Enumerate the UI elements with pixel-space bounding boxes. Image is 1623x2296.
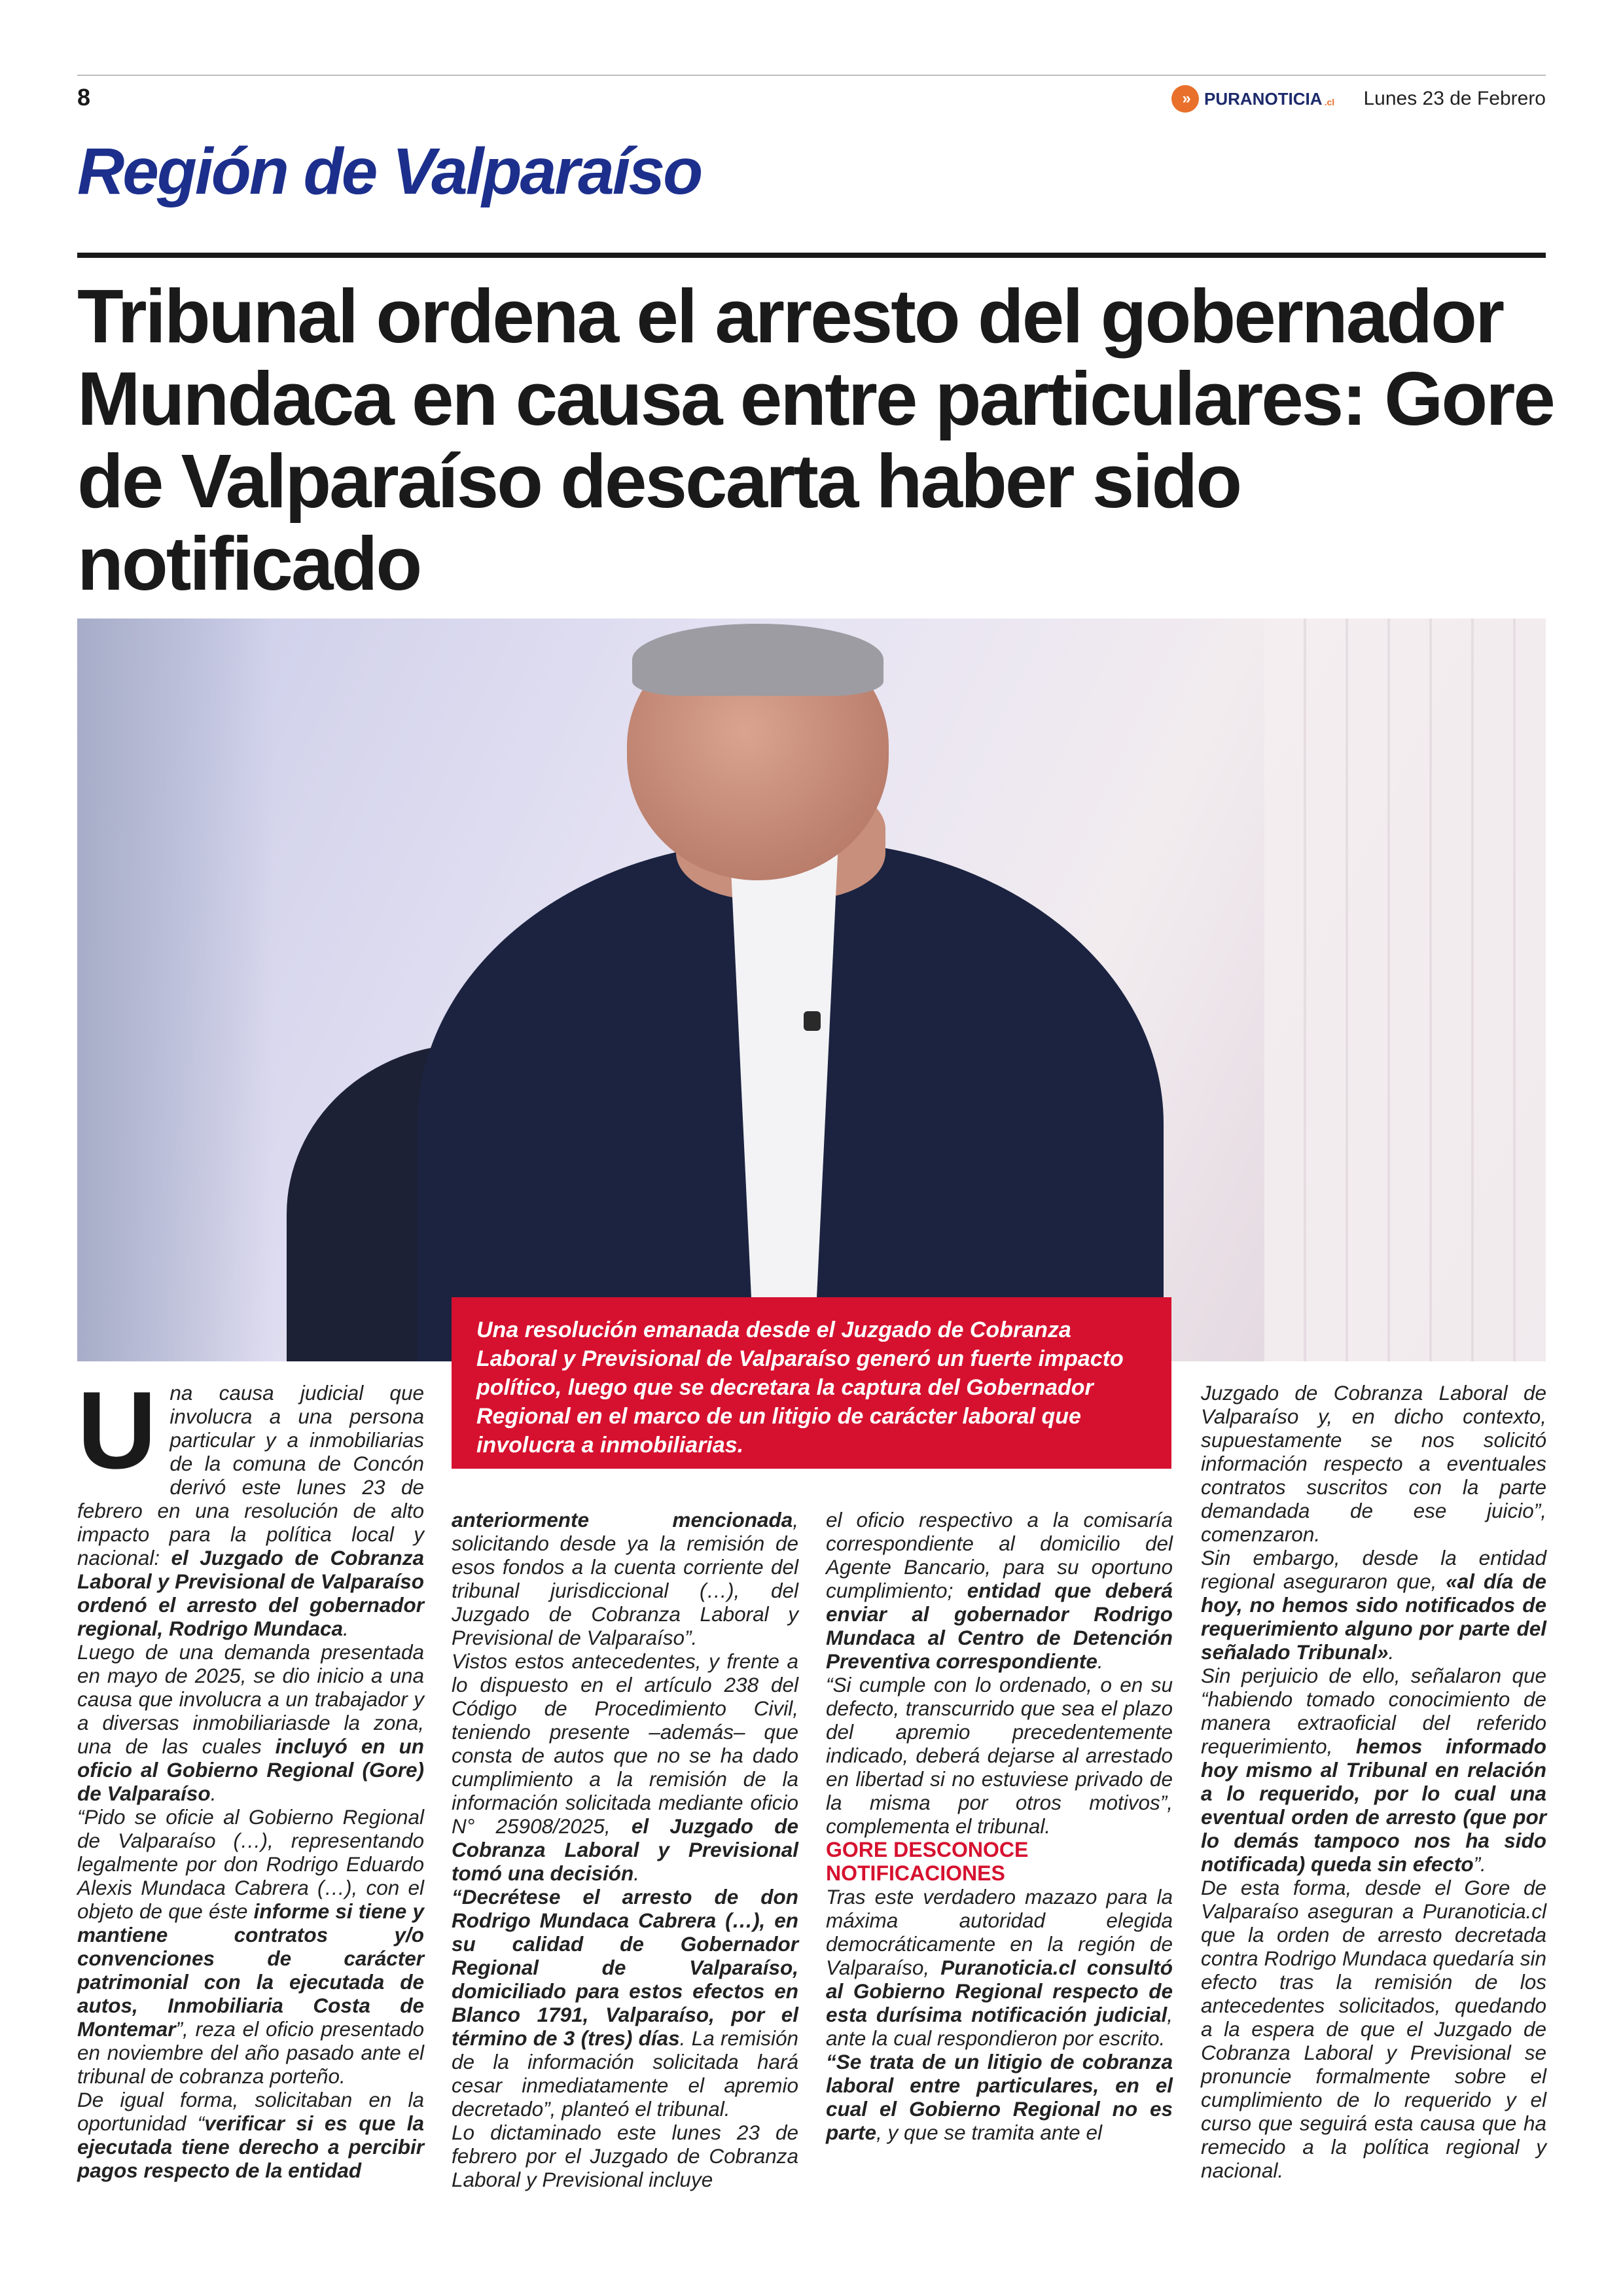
- text-run: Sin embargo, desde la entidad regional aseguraron que,: [1201, 1546, 1546, 1593]
- top-rule: [77, 75, 1546, 76]
- article-paragraph: [452, 1885, 798, 2121]
- bold-run: anteriormente mencionada: [452, 1508, 793, 1532]
- article-paragraph: [826, 1885, 1173, 2050]
- column-3-text-bottom: [826, 1885, 1173, 2144]
- bold-run: “Decrétese el arresto de don Rodrigo Mundaca Cabrera (…), en su calidad de Gobernador Regional de Valparaíso, domiciliado para estos efectos en Blanco 1791, Valparaíso, por el término de 3 (tres) días: [452, 1885, 798, 2050]
- logo-text: PURANOTICIA: [1204, 88, 1323, 109]
- text-run: ”, reza el oficio presentado en noviembre del año pasado ante el tribunal de cobranza porteño.: [77, 2017, 424, 2088]
- column-3-text-top: [826, 1508, 1173, 1838]
- text-run: Luego de una demanda presentada en mayo de 2025, se dio inicio a una causa que involucra a un trabajador y a diversas inmobiliariasde la zona, una de las cuales: [77, 1640, 424, 1758]
- article-paragraph: [826, 1508, 1173, 1673]
- bold-run: informe si tiene y mantiene contratos y/o convenciones de carácter patrimonial con la ejecutada de autos, Inmobiliaria Costa de Montemar: [77, 1899, 424, 2041]
- bold-run: hemos informado hoy mismo al Tribunal en relación a lo requerido, por lo cual una eventual orden de arresto (que por lo demás tampoco nos ha sido notificada) queda sin efecto: [1201, 1734, 1547, 1876]
- bold-run: “Se trata de un litigio de cobranza laboral entre particulares, en el cual el Gobierno Regional no es parte: [826, 2050, 1173, 2144]
- bold-run: incluyó en un oficio al Gobierno Regional (Gore) de Valparaíso: [77, 1734, 424, 1805]
- subheading: GORE DESCONOCE NOTIFICACIONES: [826, 1838, 1029, 1885]
- text-run: , ante la cual respondieron por escrito.: [826, 2003, 1173, 2050]
- text-run: na causa judicial que involucra a una persona particular y a inmobiliarias de la comuna de Concón derivó este lunes 23 de febrero en una resolución de alto impacto para la política local y nacional:: [77, 1381, 424, 1570]
- photo-caption: Una resolución emanada desde el Juzgado de Cobranza Laboral y Previsional de Valparaíso generó un fuerte impacto político, luego que se decretara la captura del Gobernador Regional en el marco de un litigio de carácter laboral que involucra a inmobiliarias.: [452, 1297, 1171, 1469]
- article-paragraph: [77, 1640, 424, 1805]
- bold-run: verificar si es que la ejecutada tiene derecho a percibir pagos respecto de la entidad: [77, 2111, 424, 2182]
- text-run: el oficio respectivo a la comisaría correspondiente al domicilio del Agente Bancario, para su oportuno cumplimiento;: [826, 1508, 1173, 1602]
- text-run: Juzgado de Cobranza Laboral de Valparaíso y, en dicho contexto, supuestamente se nos solicitó información respecto a eventuales contratos suscritos con la parte demandada de ese juicio”, comenzaron.: [1201, 1381, 1546, 1546]
- text-run: . La remisión de la información solicitada hará cesar inmediatamente el apremio decretado”, planteó el tribunal.: [452, 2026, 799, 2121]
- photo-window-blind: [1264, 619, 1546, 1361]
- section-rule: [77, 253, 1546, 258]
- text-run: , y que se tramita ante el: [876, 2121, 1102, 2144]
- text-run: De igual forma, solicitaban en la oportunidad “: [77, 2088, 424, 2135]
- text-run: .: [1388, 1640, 1395, 1664]
- article-column-3: [826, 1508, 1173, 2144]
- text-run: “Si cumple con lo ordenado, o en su defecto, transcurrido que sea el plazo del apremio precedentemente indicado, deberá dejarse al arrestado en libertad si no estuviese privado de la misma por otros motivos”, complementa el tribunal.: [826, 1673, 1173, 1838]
- text-run: , solicitando desde ya la remisión de esos fondos a la cuenta corriente del tribunal jurisdiccional (…), del Juzgado de Cobranza Laboral y Previsional de Valparaíso”.: [452, 1508, 798, 1649]
- site-logo: [1171, 85, 1334, 113]
- text-run: De esta forma, desde el Gore de Valparaíso aseguran a Puranoticia.cl que la orden de arresto decretada contra Rodrigo Mundaca quedaría sin efecto tras la remisión de los antecedentes solicitados, quedando a la espera de que el Juzgado de Cobranza Laboral y Previsional se pronuncie formalmente sobre el cumplimiento de lo requerido y el curso que seguirá esta causa que ha remecido a la política regional y nacional.: [1201, 1876, 1546, 2182]
- bold-run: el Juzgado de Cobranza Laboral y Previsional tomó una decisión: [452, 1814, 798, 1885]
- article-paragraph: [1201, 1381, 1546, 1546]
- text-run: Vistos estos antecedentes, y frente a lo dispuesto en el artículo 238 del Código de Procedimiento Civil, teniendo presente –además– que consta de autos que no se ha dado cumplimiento a la remisión de la información solicitada mediante oficio N° 25908/2025,: [452, 1649, 798, 1838]
- column-4-text: [1201, 1381, 1546, 2182]
- section-title: Región de Valparaíso: [77, 135, 702, 208]
- bold-run: entidad que deberá enviar al gobernador Rodrigo Mundaca al Centro de Detención Preventiva correspondiente: [826, 1579, 1173, 1673]
- article-photo: [77, 619, 1546, 1361]
- text-run: Lo dictaminado este lunes 23 de febrero por el Juzgado de Cobranza Laboral y Previsional incluye: [452, 2121, 798, 2191]
- column-1-text: [77, 1369, 424, 2182]
- text-run: Sin perjuicio de ello, señalaron que “habiendo tomado conocimiento de manera extraoficial del referido requerimiento,: [1201, 1664, 1546, 1758]
- article-column-1: [77, 1369, 424, 2182]
- article-paragraph: [452, 2121, 798, 2191]
- drop-cap: U: [77, 1369, 157, 1492]
- headline: Tribunal ordena el arresto del gobernador Mundaca en causa entre particulares: Gore de Valparaíso descarta haber sido notificado: [77, 274, 1554, 606]
- bold-run: Puranoticia.cl consultó al Gobierno Regional respecto de esta durísima notificación judicial: [826, 1956, 1173, 2026]
- article-column-2: [452, 1508, 798, 2191]
- article-paragraph: [77, 1805, 424, 2088]
- page-number: 8: [77, 84, 91, 111]
- bold-run: el Juzgado de Cobranza Laboral y Previsional de Valparaíso ordenó el arresto del gobernador regional, Rodrigo Mundaca: [77, 1546, 424, 1640]
- article-column-4: [1201, 1381, 1546, 2182]
- text-run: .: [633, 1861, 640, 1885]
- text-run: “Pido se oficie al Gobierno Regional de Valparaíso (…), representando legalmente por don Rodrigo Eduardo Alexis Mundaca Cabrera (…), con el objeto de que éste: [77, 1805, 424, 1923]
- article-paragraph: [1201, 1876, 1546, 2182]
- chevron-logo-icon: »: [1171, 85, 1199, 113]
- article-paragraph: [1201, 1546, 1546, 1664]
- article-paragraph: [826, 1673, 1173, 1838]
- logo-suffix: .cl: [1324, 97, 1335, 107]
- photo-wall-shade: [77, 619, 274, 1361]
- bold-run: «al día de hoy, no hemos sido notificados de requerimiento alguno por parte del señalado Tribunal»: [1201, 1570, 1546, 1664]
- text-run: .: [343, 1617, 349, 1640]
- article-paragraph: [1201, 1664, 1546, 1876]
- text-run: ”.: [1473, 1852, 1486, 1876]
- photo-hair: [632, 624, 883, 696]
- article-paragraph: [77, 2088, 424, 2182]
- article-paragraph: [452, 1508, 798, 1649]
- article-paragraph: [826, 2050, 1173, 2144]
- text-run: .: [210, 1782, 217, 1805]
- text-run: .: [1097, 1649, 1103, 1673]
- article-paragraph: [452, 1649, 798, 1885]
- issue-date: Lunes 23 de Febrero: [1363, 88, 1546, 109]
- text-run: Tras este verdadero mazazo para la máxima autoridad elegida democráticamente en la región de Valparaíso,: [826, 1885, 1173, 1979]
- column-2-text: [452, 1508, 798, 2191]
- lapel-mic-icon: [804, 1011, 821, 1031]
